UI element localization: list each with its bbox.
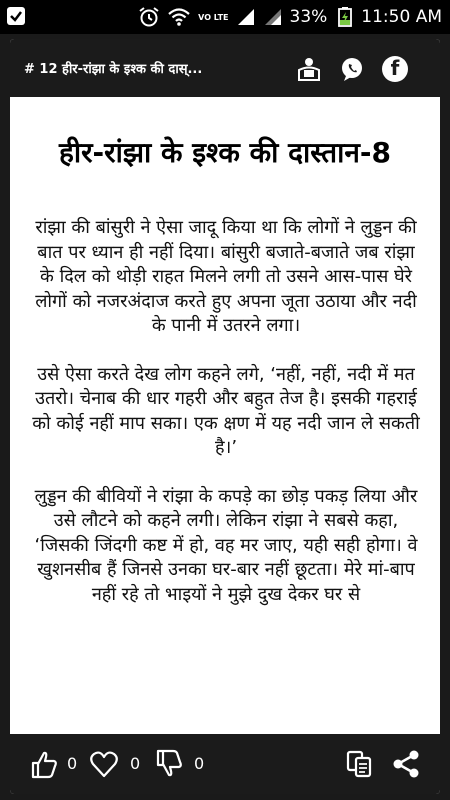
share-icon[interactable] <box>390 747 422 781</box>
breadcrumb: # 12 हीर-रांझा के इश्क की दास्... <box>24 62 203 77</box>
article-card <box>10 39 440 794</box>
article-title: हीर-रांझा के इश्क की दास्तान-8 <box>58 136 392 169</box>
paragraph: उसे ऐसा करते देख लोग कहने लगे, ‘नहीं, नहीं, नदी में मत उतरो। चेनाब की धार गहरी और बहुत तेज है। इसकी गहराई को कोई नहीं माप सका। एक क्षण में यह नदी जान ले सकती है।’ <box>32 363 420 458</box>
status-bar <box>0 0 450 34</box>
article-body <box>30 216 422 631</box>
bottom-action-bar <box>10 734 440 794</box>
battery-icon <box>334 6 354 28</box>
facebook-icon[interactable] <box>380 54 410 84</box>
heart-icon[interactable] <box>88 747 120 781</box>
facebook-letter: f <box>390 56 400 80</box>
heart-count: 0 <box>130 754 141 773</box>
header-bar <box>10 39 440 97</box>
clock: 11:50 AM <box>361 7 442 27</box>
copy-icon[interactable] <box>343 747 375 781</box>
volte-badge: VO LTE <box>198 12 229 22</box>
reader-icon[interactable] <box>294 54 324 84</box>
thumbs-up-icon[interactable] <box>28 747 60 781</box>
notification-icon <box>6 6 26 26</box>
paragraph: लुड्डन की बीवियों ने रांझा के कपड़े का छोड़ पकड़ लिया और उसे लौटने को कहने लगी। लेकिन रांझा ने सबसे कहा, ‘जिसकी जिंदगी कष्ट में हो, वह मर जाए, यही सही होगा। वे खुशनसीब हैं जिनसे उनका घर-बार नहीं छूटता। मेरे मां-बाप नहीं रहे तो भाइयों ने मुझे दुख देकर घर से <box>34 485 418 605</box>
signal-icon-1 <box>236 7 256 27</box>
like-count: 0 <box>67 754 78 773</box>
chat-icon[interactable] <box>337 54 367 84</box>
dislike-count: 0 <box>194 754 205 773</box>
paragraph: रांझा की बांसुरी ने ऐसा जादू किया था कि लोगों ने लुड्डन की बात पर ध्यान ही नहीं दिया। बांसुरी बजाते-बजाते जब रांझा के दिल को थोड़ी राहत मिलने लगी तो उसने आस-पास घेरे लोगों को नजरअंदाज करते हुए अपना जूता उठाया और नदी के पानी में उतरने लगा। <box>35 217 417 336</box>
alarm-icon <box>138 6 160 28</box>
signal-icon-2 <box>263 7 283 27</box>
thumbs-down-icon[interactable] <box>153 747 185 781</box>
wifi-icon <box>167 7 191 27</box>
battery-percent: 33% <box>289 7 328 27</box>
